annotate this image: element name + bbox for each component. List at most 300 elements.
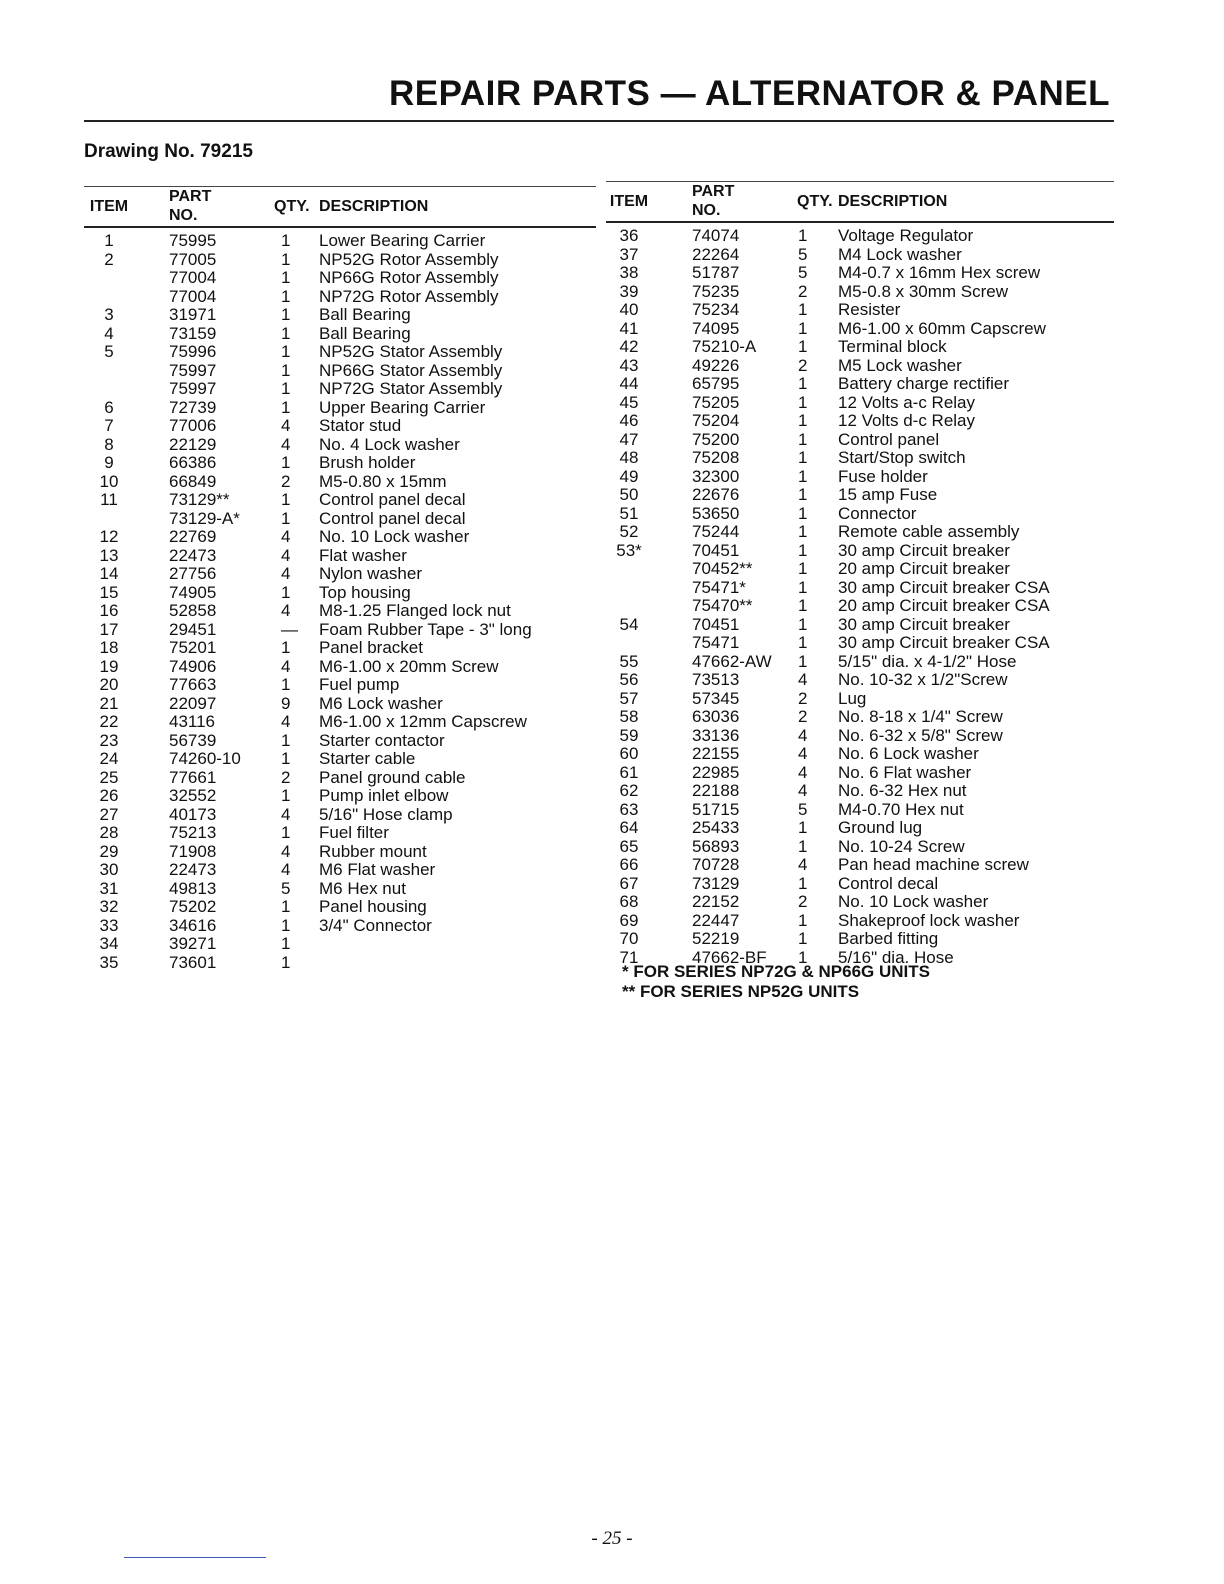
- cell-item: 47: [619, 429, 639, 449]
- cell-item: 33: [99, 915, 119, 935]
- table-row: [84, 547, 596, 566]
- cell-description: Flat washer: [319, 545, 407, 565]
- cell-qty: 1: [798, 522, 808, 541]
- cell-description: 12 Volts d-c Relay: [838, 411, 976, 430]
- table-row: [84, 898, 596, 917]
- cell-qty: 1: [798, 318, 808, 338]
- cell-item: [606, 560, 652, 579]
- cell-qty: 1: [798, 577, 808, 597]
- footnote-single-star: * FOR SERIES NP72G & NP66G UNITS: [622, 962, 930, 981]
- cell-part-no: 22769: [169, 527, 217, 546]
- cell-qty: 4: [281, 416, 291, 435]
- table-row: [84, 454, 596, 473]
- cell-qty: 1: [798, 614, 808, 634]
- cell-qty: 1: [281, 915, 291, 935]
- cell-qty: 1: [281, 360, 291, 380]
- cell-item: 50: [619, 485, 639, 504]
- cell-qty: 2: [798, 281, 808, 301]
- table-row: [84, 787, 596, 806]
- table-row: [84, 880, 596, 899]
- cell-description: Stator stud: [319, 416, 402, 435]
- cell-description: 3/4" Connector: [319, 915, 432, 935]
- table-row: [84, 695, 596, 714]
- cell-description: NP72G Rotor Assembly: [319, 286, 499, 306]
- cell-description: No. 10-24 Screw: [838, 836, 965, 856]
- cell-part-no: 74905: [169, 582, 217, 602]
- cell-item: 12: [99, 527, 119, 546]
- cell-qty: 1: [798, 503, 808, 523]
- table-row: [606, 745, 1114, 764]
- cell-part-no: 51787: [692, 263, 740, 282]
- cell-item: 58: [619, 707, 639, 726]
- cell-description: M5-0.80 x 15mm: [319, 471, 447, 491]
- cell-qty: 4: [281, 434, 291, 454]
- cell-part-no: 47662-AW: [692, 651, 772, 671]
- cell-part-no: 32552: [169, 786, 217, 805]
- cell-item: [606, 597, 652, 616]
- cell-part-no: 22985: [692, 762, 740, 782]
- cell-item: 4: [104, 323, 114, 343]
- table-row: [606, 283, 1114, 302]
- cell-qty: 1: [798, 337, 808, 356]
- cell-description: Pan head machine screw: [838, 855, 1029, 874]
- table-row: [84, 417, 596, 436]
- table-row: [84, 269, 596, 288]
- cell-description: [319, 954, 596, 973]
- cell-part-no: 75202: [169, 897, 217, 916]
- cell-item: 24: [99, 749, 119, 768]
- cell-description: 12 Volts a-c Relay: [838, 392, 976, 412]
- table-row: [606, 764, 1114, 783]
- cell-description: Top housing: [319, 582, 411, 602]
- cell-description: No. 6 Lock washer: [838, 744, 979, 763]
- cell-qty: 1: [281, 453, 291, 472]
- cell-part-no: 75205: [692, 392, 740, 412]
- table-row: [606, 727, 1114, 746]
- cell-part-no: 32300: [692, 466, 740, 486]
- cell-item: 22: [99, 712, 119, 731]
- cell-item: 66: [619, 855, 639, 874]
- cell-qty: 1: [798, 633, 808, 652]
- cell-description: Rubber mount: [319, 841, 427, 861]
- table-row: [606, 930, 1114, 949]
- cell-item: 61: [619, 762, 639, 782]
- cell-part-no: 33136: [692, 725, 740, 745]
- cell-description: M6 Flat washer: [319, 860, 436, 879]
- cell-qty: 4: [281, 564, 291, 583]
- table-row: [606, 801, 1114, 820]
- column-header-part-no: PART NO.: [134, 187, 239, 228]
- cell-item: 8: [104, 434, 114, 454]
- cell-qty: 1: [798, 392, 808, 412]
- cell-qty: 4: [798, 781, 808, 800]
- cell-description: NP52G Stator Assembly: [319, 342, 503, 361]
- cell-description: No. 6 Flat washer: [838, 762, 972, 782]
- cell-part-no: 72739: [169, 397, 217, 417]
- cell-part-no: 51715: [692, 799, 740, 819]
- cell-item: 45: [619, 392, 639, 412]
- cell-item: 7: [104, 416, 114, 435]
- cell-part-no: 66849: [169, 471, 217, 491]
- cell-item: 10: [99, 471, 119, 491]
- cell-part-no: 75201: [169, 638, 217, 657]
- cell-item: 36: [619, 226, 639, 245]
- table-row: [606, 222, 1114, 246]
- table-row: [84, 380, 596, 399]
- cell-item: 20: [99, 675, 119, 694]
- table-row: [606, 616, 1114, 635]
- cell-description: 5/16" dia. Hose: [838, 947, 954, 967]
- cell-description: Upper Bearing Carrier: [319, 397, 486, 417]
- cell-item: 15: [99, 582, 119, 602]
- cell-item: 38: [619, 263, 639, 282]
- cell-description: Pump inlet elbow: [319, 786, 449, 805]
- table-row: [84, 584, 596, 603]
- table-row: [606, 597, 1114, 616]
- table-row: [84, 306, 596, 325]
- table-row: [606, 357, 1114, 376]
- table-row: [84, 362, 596, 381]
- table-row: [84, 436, 596, 455]
- cell-item: 9: [104, 453, 114, 472]
- table-row: [606, 394, 1114, 413]
- table-row: [606, 449, 1114, 468]
- cell-part-no: 75470**: [692, 596, 753, 615]
- table-row: [606, 579, 1114, 598]
- cell-description: Panel bracket: [319, 638, 423, 657]
- cell-part-no: 73129-A*: [169, 508, 240, 528]
- cell-description: Fuse holder: [838, 466, 928, 486]
- cell-item: 11: [100, 490, 118, 509]
- cell-part-no: 73513: [692, 670, 740, 689]
- cell-part-no: 73601: [169, 952, 217, 972]
- table-row: [84, 510, 596, 529]
- cell-description: Control panel: [838, 429, 940, 449]
- table-row: [84, 917, 596, 936]
- table-row: [84, 658, 596, 677]
- cell-item: 71: [619, 947, 639, 967]
- cell-item: 3: [104, 305, 114, 324]
- cell-description: Battery charge rectifier: [838, 374, 1010, 393]
- cell-item: 51: [619, 503, 639, 523]
- cell-qty: 1: [281, 342, 291, 361]
- table-row: [84, 325, 596, 344]
- cell-item: 2: [104, 249, 114, 269]
- cell-item: 39: [619, 281, 639, 301]
- table-row: [606, 412, 1114, 431]
- cell-part-no: 75204: [692, 411, 740, 430]
- cell-description: Panel housing: [319, 897, 427, 916]
- cell-item: 43: [619, 355, 639, 375]
- cell-part-no: 77006: [169, 416, 217, 435]
- cell-item: 16: [99, 601, 119, 620]
- cell-description: 15 amp Fuse: [838, 485, 938, 504]
- cell-part-no: 75471*: [692, 577, 746, 597]
- cell-qty: 1: [281, 379, 291, 398]
- table-row: [606, 320, 1114, 339]
- page-number: - 25 -: [591, 1528, 633, 1549]
- cell-part-no: 49226: [692, 355, 740, 375]
- cell-description: Ball Bearing: [319, 305, 411, 324]
- cell-part-no: 75244: [692, 522, 740, 541]
- cell-item: 18: [99, 638, 119, 657]
- cell-description: No. 10-32 x 1/2"Screw: [838, 670, 1008, 689]
- cell-description: Ball Bearing: [319, 323, 411, 343]
- cell-description: Lug: [838, 688, 867, 708]
- cell-qty: 1: [281, 582, 291, 602]
- cell-qty: 4: [281, 804, 291, 824]
- table-row: [606, 338, 1114, 357]
- table-row: [606, 912, 1114, 931]
- drawing-number: Drawing No. 79215: [84, 141, 253, 162]
- cell-item: 28: [99, 823, 119, 842]
- cell-qty: 2: [281, 471, 291, 491]
- cell-part-no: 75234: [692, 300, 740, 319]
- cell-qty: 1: [281, 952, 291, 972]
- cell-qty: 2: [798, 355, 808, 375]
- cell-item: 57: [619, 688, 639, 708]
- cell-description: M6 Lock washer: [319, 693, 443, 713]
- cell-item: 13: [99, 545, 119, 565]
- cell-description: 30 amp Circuit breaker: [838, 614, 1010, 634]
- table-row: [606, 782, 1114, 801]
- cell-item: 34: [99, 934, 119, 953]
- cell-part-no: 77005: [169, 249, 217, 269]
- cell-part-no: 56893: [692, 836, 740, 856]
- cell-description: NP72G Stator Assembly: [319, 379, 503, 398]
- cell-description: Control panel decal: [319, 508, 466, 528]
- cell-description: Foam Rubber Tape - 3" long: [319, 619, 532, 639]
- cell-description: 30 amp Circuit breaker CSA: [838, 577, 1050, 597]
- cell-qty: 4: [281, 656, 291, 676]
- cell-item: 32: [99, 897, 119, 916]
- footnotes: [622, 962, 930, 1002]
- cell-description: Nylon washer: [319, 564, 422, 583]
- title-rule: [84, 120, 1114, 122]
- cell-description: M4-0.70 Hex nut: [838, 799, 964, 819]
- cell-part-no: 73129: [692, 873, 740, 893]
- cell-item: 6: [104, 397, 114, 417]
- column-header-item: ITEM: [84, 187, 134, 228]
- cell-description: NP52G Rotor Assembly: [319, 249, 499, 269]
- cell-part-no: 27756: [169, 564, 217, 583]
- cell-part-no: 75471: [692, 633, 740, 652]
- cell-item: 64: [619, 818, 639, 837]
- cell-part-no: 53650: [692, 503, 740, 523]
- cell-description: M5-0.8 x 30mm Screw: [838, 281, 1009, 301]
- cell-qty: 1: [281, 749, 291, 768]
- table-row: [606, 634, 1114, 653]
- cell-item: [606, 579, 652, 598]
- footnote-double-star: ** FOR SERIES NP52G UNITS: [622, 982, 860, 1001]
- cell-description: 30 amp Circuit breaker: [838, 540, 1010, 560]
- cell-part-no: 77661: [169, 767, 217, 787]
- table-row: [84, 843, 596, 862]
- cell-part-no: 75997: [169, 379, 217, 398]
- cell-item: [84, 362, 134, 381]
- cell-qty: 1: [798, 466, 808, 486]
- cell-part-no: 77663: [169, 675, 217, 694]
- cell-part-no: 75995: [169, 231, 217, 250]
- column-header-qty: QTY.: [752, 182, 838, 223]
- cell-description: Remote cable assembly: [838, 522, 1020, 541]
- cell-part-no: 75997: [169, 360, 217, 380]
- cell-qty: 1: [281, 675, 291, 694]
- cell-item: 55: [619, 651, 639, 671]
- column-header-description: DESCRIPTION: [319, 187, 596, 228]
- cell-item: 27: [99, 804, 119, 824]
- cell-qty: 4: [281, 860, 291, 879]
- cell-qty: 1: [798, 836, 808, 856]
- cell-description: Control decal: [838, 873, 939, 893]
- cell-description: 20 amp Circuit breaker CSA: [838, 596, 1050, 615]
- cell-item: 17: [99, 619, 119, 639]
- table-row: [606, 856, 1114, 875]
- table-row: [606, 246, 1114, 265]
- cell-part-no: 70451: [692, 540, 740, 560]
- cell-qty: 1: [281, 305, 291, 324]
- cell-item: 60: [619, 744, 639, 763]
- table-row: [606, 301, 1114, 320]
- cell-part-no: 29451: [169, 619, 217, 639]
- table-row: [606, 542, 1114, 561]
- cell-qty: 1: [281, 508, 291, 528]
- cell-item: 44: [619, 374, 639, 393]
- table-row: [84, 824, 596, 843]
- table-row: [606, 486, 1114, 505]
- cell-part-no: 70452**: [692, 559, 753, 578]
- cell-description: Barbed fitting: [838, 929, 939, 948]
- cell-item: 53*: [616, 540, 642, 560]
- parts-table-left: [84, 186, 596, 972]
- cell-qty: 1: [281, 934, 291, 953]
- cell-item: 70: [619, 929, 639, 948]
- table-row: [84, 621, 596, 640]
- cell-description: 20 amp Circuit breaker: [838, 559, 1010, 578]
- cell-description: Control panel decal: [319, 490, 466, 509]
- column-header-part-no: PART NO.: [652, 182, 752, 223]
- cell-qty: 1: [798, 485, 808, 504]
- cell-part-no: 73129**: [169, 490, 230, 509]
- table-row: [84, 935, 596, 954]
- column-header-description: DESCRIPTION: [838, 182, 1114, 223]
- cell-item: 30: [99, 860, 119, 879]
- table-row: [606, 505, 1114, 524]
- cell-description: No. 10 Lock washer: [838, 892, 989, 911]
- cell-description: M4 Lock washer: [838, 244, 962, 264]
- cell-part-no: 75996: [169, 342, 217, 361]
- table-row: [84, 954, 596, 973]
- cell-qty: 4: [798, 855, 808, 874]
- table-row: [84, 343, 596, 362]
- cell-description: M8-1.25 Flanged lock nut: [319, 601, 511, 620]
- cell-part-no: 75213: [169, 823, 217, 842]
- table-row: [606, 819, 1114, 838]
- cell-part-no: 77004: [169, 286, 217, 306]
- bottom-left-rule: [124, 1557, 266, 1558]
- cell-part-no: 75210-A: [692, 337, 757, 356]
- table-row: [84, 528, 596, 547]
- table-row: [606, 671, 1114, 690]
- cell-qty: 1: [798, 873, 808, 893]
- cell-part-no: 22264: [692, 244, 740, 264]
- cell-part-no: 22129: [169, 434, 217, 454]
- cell-qty: 1: [798, 226, 808, 245]
- table-row: [606, 708, 1114, 727]
- cell-part-no: 22676: [692, 485, 740, 504]
- cell-part-no: 63036: [692, 707, 740, 726]
- cell-part-no: 74260-10: [169, 749, 241, 768]
- cell-description: M4-0.7 x 16mm Hex screw: [838, 263, 1041, 282]
- cell-qty: 1: [281, 730, 291, 750]
- table-row: [84, 806, 596, 825]
- table-row: [84, 227, 596, 251]
- cell-description: Start/Stop switch: [838, 448, 966, 467]
- cell-description: Starter contactor: [319, 730, 445, 750]
- table-row: [606, 523, 1114, 542]
- table-row: [84, 288, 596, 307]
- cell-qty: 9: [281, 693, 291, 713]
- cell-item: 54: [619, 614, 639, 634]
- cell-part-no: 70728: [692, 855, 740, 874]
- table-row: [606, 264, 1114, 283]
- cell-item: 5: [104, 342, 114, 361]
- cell-part-no: 71908: [169, 841, 217, 861]
- cell-part-no: 75200: [692, 429, 740, 449]
- cell-qty: 5: [281, 878, 291, 898]
- cell-description: Connector: [838, 503, 917, 523]
- cell-description: 30 amp Circuit breaker CSA: [838, 633, 1050, 652]
- cell-part-no: 39271: [169, 934, 217, 953]
- cell-qty: 1: [281, 823, 291, 842]
- cell-item: 69: [619, 910, 639, 930]
- cell-item: 21: [99, 693, 119, 713]
- cell-part-no: 47662-BF: [692, 947, 767, 967]
- table-row: [606, 560, 1114, 579]
- cell-item: 29: [99, 841, 119, 861]
- cell-item: [84, 269, 134, 288]
- cell-part-no: 22097: [169, 693, 217, 713]
- table-row: [606, 468, 1114, 487]
- cell-description: Fuel pump: [319, 675, 400, 694]
- cell-part-no: 52219: [692, 929, 740, 948]
- cell-part-no: 52858: [169, 601, 217, 620]
- cell-item: 31: [99, 878, 119, 898]
- cell-qty: 1: [798, 947, 808, 967]
- cell-item: 56: [619, 670, 639, 689]
- cell-description: Panel ground cable: [319, 767, 466, 787]
- table-row: [84, 491, 596, 510]
- cell-item: 42: [619, 337, 639, 356]
- cell-part-no: 22155: [692, 744, 740, 763]
- cell-part-no: 22473: [169, 860, 217, 879]
- cell-qty: 1: [798, 429, 808, 449]
- cell-qty: 2: [798, 892, 808, 911]
- cell-item: 63: [619, 799, 639, 819]
- cell-item: 67: [619, 873, 639, 893]
- cell-qty: 1: [798, 374, 808, 393]
- cell-description: Lower Bearing Carrier: [319, 231, 486, 250]
- cell-qty: 1: [798, 818, 808, 837]
- cell-qty: 4: [281, 545, 291, 565]
- cell-description: 5/16" Hose clamp: [319, 804, 453, 824]
- cell-description: 5/15" dia. x 4-1/2" Hose: [838, 651, 1017, 671]
- cell-part-no: 74906: [169, 656, 217, 676]
- cell-item: 25: [99, 767, 119, 787]
- cell-qty: 4: [281, 712, 291, 731]
- cell-item: 68: [619, 892, 639, 911]
- cell-qty: 1: [281, 231, 291, 250]
